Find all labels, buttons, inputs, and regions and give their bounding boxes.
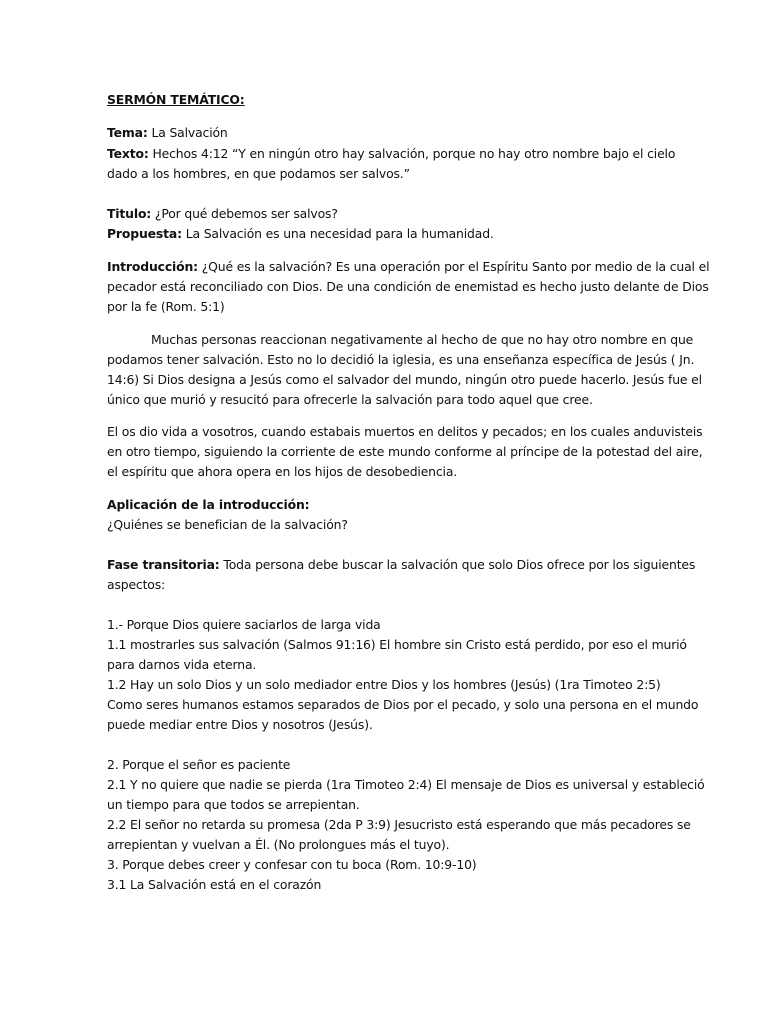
texto-label: Texto:: [107, 146, 149, 161]
tema-label: Tema:: [107, 125, 148, 140]
point-1-2-line-1: 1.2 Hay un solo Dios y un solo mediador entre Dios y los hombres (Jesús) (1ra Timoteo 2:5): [107, 677, 661, 692]
fase-line-2: aspectos:: [107, 577, 166, 592]
point-1-heading: 1.- Porque Dios quiere saciarlos de larga vida: [107, 617, 381, 632]
paragraph2-line-3: el espíritu que ahora opera en los hijos de desobediencia.: [107, 464, 458, 479]
tema-line: [107, 123, 660, 143]
point-2-2-line-1: 2.2 El señor no retarda su promesa (2da P 3:9) Jesucristo está esperando que más pecadores se: [107, 817, 691, 832]
paragraph1-line-3: 14:6) Si Dios designa a Jesús como el salvador del mundo, ningún otro puede hacerlo. Jesús fue el: [107, 372, 702, 387]
paragraph2-line-1: El os dio vida a vosotros, cuando estabais muertos en delitos y pecados; en los cuales anduvisteis: [107, 424, 703, 439]
point-2-heading: 2. Porque el señor es paciente: [107, 757, 291, 772]
introduccion-line-2: pecador está reconciliado con Dios. De una condición de enemistad es hecho justo delante de Dios: [107, 279, 709, 294]
paragraph1-line-4: único que murió y resucitó para ofrecerle la salvación para todo aquel que cree.: [107, 392, 593, 407]
texto-line-2: dado a los hombres, en que podamos ser salvos.”: [107, 166, 410, 181]
point-1-1-line-2: para darnos vida eterna.: [107, 657, 257, 672]
fase-line-1: [107, 555, 696, 575]
point-2-2-line-2: arrepientan y vuelvan a Él. (No prolongues más el tuyo).: [107, 837, 450, 852]
aplicacion-label: Aplicación de la introducción:: [107, 497, 310, 512]
paragraph1-line-1: Muchas personas reaccionan negativamente al hecho de que no hay otro nombre en que: [151, 332, 694, 347]
texto-line-1: [107, 144, 676, 164]
point-2-1-line-1: 2.1 Y no quiere que nadie se pierda (1ra Timoteo 2:4) El mensaje de Dios es universal y estableció: [107, 777, 705, 792]
propuesta-label: Propuesta:: [107, 226, 182, 241]
point-2-1-line-2: un tiempo para que todos se arrepientan.: [107, 797, 360, 812]
point-1-2-line-3: puede mediar entre Dios y nosotros (Jesús).: [107, 717, 373, 732]
propuesta-value: La Salvación es una necesidad para la humanidad.: [181, 226, 494, 241]
fase-label: Fase transitoria:: [107, 557, 220, 572]
paragraph1-line-2: podamos tener salvación. Esto no lo decidió la iglesia, es una enseñanza específica de Jesús ( Jn.: [107, 352, 695, 367]
introduccion-label: Introducción:: [107, 259, 198, 274]
titulo-line: [107, 204, 660, 224]
propuesta-line: [107, 224, 660, 244]
document-heading: SERMÓN TEMÁTICO:: [107, 92, 245, 107]
point-1-1-line-1: 1.1 mostrarles sus salvación (Salmos 91:16) El hombre sin Cristo está perdido, por eso el murió: [107, 637, 687, 652]
tema-value: La Salvación: [147, 125, 228, 140]
point-3-heading: 3. Porque debes creer y confesar con tu boca (Rom. 10:9-10): [107, 857, 477, 872]
titulo-value: ¿Por qué debemos ser salvos?: [151, 206, 338, 221]
aplicacion-question: ¿Quiénes se benefician de la salvación?: [107, 517, 348, 532]
point-1-2-line-2: Como seres humanos estamos separados de Dios por el pecado, y solo una persona en el mundo: [107, 697, 699, 712]
introduccion-line-3: por la fe (Rom. 5:1): [107, 299, 225, 314]
point-3-1: 3.1 La Salvación está en el corazón: [107, 877, 322, 892]
titulo-label: Titulo:: [107, 206, 152, 221]
texto-value: Hechos 4:12 “Y en ningún otro hay salvación, porque no hay otro nombre bajo el cielo: [148, 146, 676, 161]
fase-value: Toda persona debe buscar la salvación que solo Dios ofrece por los siguientes: [219, 557, 696, 572]
introduccion-value: ¿Qué es la salvación? Es una operación por el Espíritu Santo por medio de la cual el: [197, 259, 710, 274]
introduccion-line-1: [107, 257, 710, 277]
paragraph2-line-2: en otro tiempo, siguiendo la corriente de este mundo conforme al príncipe de la potestad del aire,: [107, 444, 703, 459]
